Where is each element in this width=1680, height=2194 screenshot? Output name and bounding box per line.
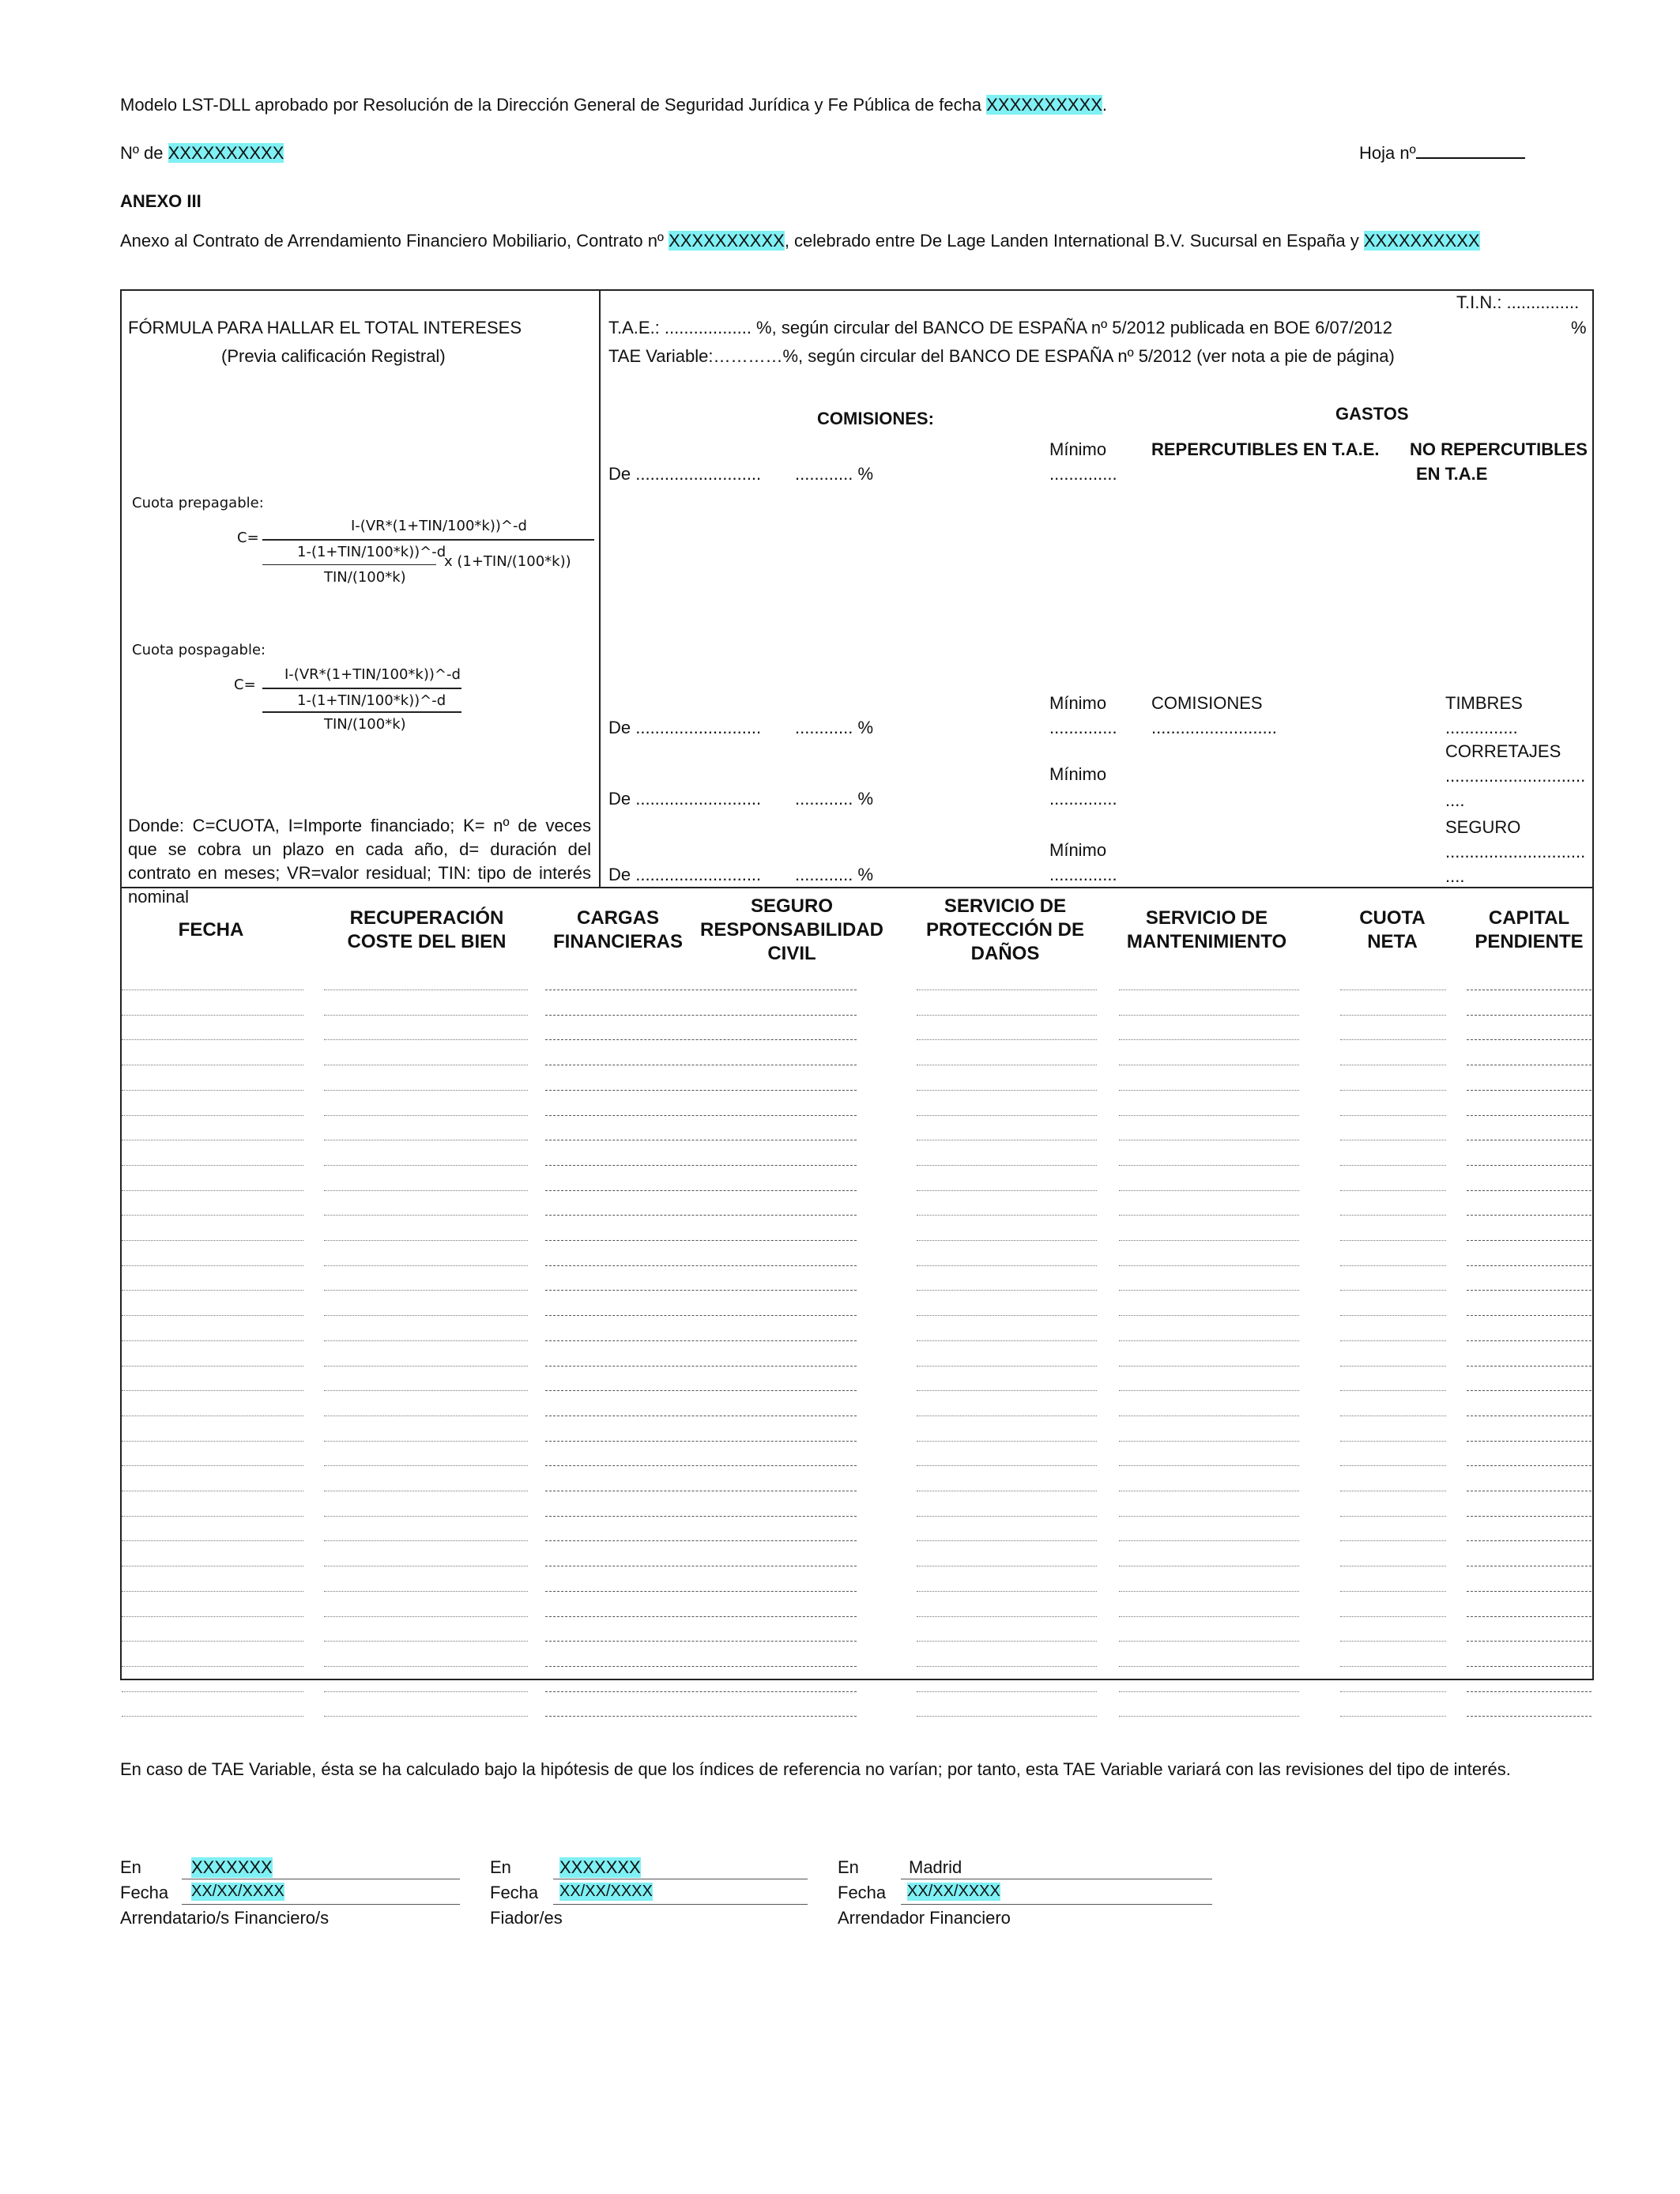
- table-row-line: [1119, 1290, 1299, 1291]
- table-row-line: [122, 1039, 303, 1040]
- table-row-line: [917, 1591, 1097, 1592]
- table-row-line: [1340, 1465, 1446, 1466]
- table-row-line: [324, 1265, 528, 1266]
- prepagable-label: Cuota prepagable:: [132, 495, 264, 511]
- col-header-cargas: CARGAS FINANCIERAS: [552, 907, 683, 952]
- table-row-line: [545, 1240, 857, 1241]
- tin-pct: %: [1571, 318, 1587, 337]
- gastos-timbres: TIMBRES: [1445, 693, 1523, 713]
- table-row-line: [1340, 1366, 1446, 1367]
- sig1-en-value: XXXXXXX: [191, 1857, 273, 1877]
- contract-number: XXXXXXXXXX: [669, 231, 785, 251]
- table-row-line: [917, 1540, 1097, 1541]
- table-row-line: [545, 1441, 857, 1442]
- table-row-line: [917, 1315, 1097, 1316]
- prepagable-denominator-bottom: TIN/(100*k): [324, 569, 406, 586]
- sig3-en-value: Madrid: [909, 1857, 962, 1877]
- table-row-line: [1467, 1390, 1591, 1391]
- table-row-line: [1119, 1465, 1299, 1466]
- numero-value: XXXXXXXXXX: [168, 143, 284, 163]
- comision-minimo-dots-3: ..............: [1049, 789, 1117, 809]
- gastos-corretajes: CORRETAJES: [1445, 741, 1561, 761]
- table-row-line: [917, 1039, 1097, 1040]
- table-row-line: [1119, 1616, 1299, 1617]
- sig2-role: Fiador/es: [490, 1908, 563, 1928]
- modelo-date: XXXXXXXXXX: [986, 95, 1102, 115]
- table-row-line: [545, 1115, 857, 1116]
- pospagable-denominator-bottom: TIN/(100*k): [324, 716, 406, 733]
- gastos-timbres-dots: ...............: [1445, 718, 1518, 737]
- table-row-line: [1340, 1516, 1446, 1517]
- box-bottom-border: [120, 1679, 1594, 1680]
- table-row-line: [917, 1616, 1097, 1617]
- tae-variable-line: TAE Variable:…………%, según circular del BANCO DE ESPAÑA nº 5/2012 (ver nota a pie de página): [608, 346, 1395, 366]
- comision-minimo-3: Mínimo: [1049, 764, 1107, 784]
- table-row-line: [917, 1465, 1097, 1466]
- table-row-line: [324, 1516, 528, 1517]
- table-row-line: [1340, 1015, 1446, 1016]
- anexo-text-2: , celebrado entre De Lage Landen International B.V. Sucursal en España y: [784, 231, 1364, 251]
- table-row-line: [1119, 1315, 1299, 1316]
- box-right-border: [1592, 289, 1594, 1680]
- prepagable-multiplier: x (1+TIN/(100*k)): [444, 553, 571, 570]
- gastos-comisiones: COMISIONES: [1151, 693, 1263, 713]
- table-row-line: [1119, 1190, 1299, 1191]
- table-row-line: [122, 1340, 303, 1341]
- table-row-line: [1119, 1090, 1299, 1091]
- col-header-proteccion: SERVICIO DE PROTECCIÓN DE DAÑOS: [925, 895, 1084, 964]
- prepagable-main-bar: [262, 539, 594, 541]
- table-row-line: [1467, 1115, 1591, 1116]
- table-row-line: [1119, 1115, 1299, 1116]
- comision-minimo-dots-2: ..............: [1049, 718, 1117, 737]
- table-row-line: [122, 1540, 303, 1541]
- table-row-line: [1119, 1591, 1299, 1592]
- tae-line: T.A.E.: .................. %, según circular del BANCO DE ESPAÑA nº 5/2012 publicada en BOE 6/07/2012: [608, 318, 1393, 337]
- comision-de-1: De ..........................: [608, 464, 762, 484]
- table-row-line: [545, 1616, 857, 1617]
- numero-line: [120, 143, 284, 164]
- table-row-line: [917, 1015, 1097, 1016]
- table-row-line: [1340, 1340, 1446, 1341]
- table-row-line: [1119, 1240, 1299, 1241]
- pospagable-c: C=: [234, 677, 256, 693]
- table-row-line: [545, 1165, 857, 1166]
- sig2-en-value: XXXXXXX: [559, 1857, 641, 1877]
- table-row-line: [324, 1165, 528, 1166]
- sig2-en-label: En: [490, 1857, 511, 1877]
- table-row-line: [122, 1240, 303, 1241]
- sig1-fecha-label: Fecha: [120, 1883, 169, 1902]
- table-row-line: [917, 1190, 1097, 1191]
- table-row-line: [1340, 1691, 1446, 1692]
- table-row-line: [545, 1340, 857, 1341]
- table-row-line: [917, 1115, 1097, 1116]
- table-row-line: [1340, 1090, 1446, 1091]
- table-row-line: [545, 1666, 857, 1667]
- party-name: XXXXXXXXXX: [1363, 231, 1480, 251]
- table-row-line: [324, 1015, 528, 1016]
- table-row-line: [545, 1015, 857, 1016]
- no-repercutibles-header-1: NO REPERCUTIBLES: [1410, 439, 1588, 459]
- table-row-line: [917, 1691, 1097, 1692]
- anexo-text: [120, 231, 1480, 251]
- formula-subtitle: (Previa calificación Registral): [221, 346, 446, 366]
- prepagable-numerator: I-(VR*(1+TIN/100*k))^-d: [351, 518, 527, 534]
- table-row-line: [1467, 1265, 1591, 1266]
- formula-donde: Donde: C=CUOTA, I=Importe financiado; K= nº de veces que se cobra un plazo en cada año, d= duración del contrato en meses; VR=valor residual; TIN: tipo de interés nominal: [128, 816, 591, 907]
- table-row-line: [324, 1716, 528, 1717]
- table-row-line: [917, 1441, 1097, 1442]
- table-row-line: [324, 1465, 528, 1466]
- table-row-line: [917, 1340, 1097, 1341]
- comisiones-title: COMISIONES:: [817, 409, 934, 428]
- gastos-seguro-dots: .............................: [1445, 842, 1586, 861]
- table-row-line: [122, 1265, 303, 1266]
- gastos-comisiones-dots: ..........................: [1151, 718, 1277, 737]
- table-row-line: [324, 1039, 528, 1040]
- table-row-line: [324, 1591, 528, 1592]
- table-row-line: [1467, 1641, 1591, 1642]
- table-row-line: [917, 1390, 1097, 1391]
- pospagable-label: Cuota pospagable:: [132, 642, 266, 658]
- sig3-fecha-line: [901, 1904, 1212, 1905]
- table-row-line: [324, 1240, 528, 1241]
- table-row-line: [545, 1290, 857, 1291]
- table-row-line: [545, 1265, 857, 1266]
- sig1-fecha-line: [182, 1904, 460, 1905]
- prepagable-sub-bar: [262, 564, 436, 565]
- table-row-line: [1340, 1666, 1446, 1667]
- table-row-line: [1119, 1691, 1299, 1692]
- tin-field: T.I.N.: ...............: [1456, 292, 1580, 312]
- sig2-fecha-value: XX/XX/XXXX: [559, 1883, 653, 1900]
- table-row-line: [545, 1591, 857, 1592]
- table-row-line: [122, 1366, 303, 1367]
- comision-minimo-4: Mínimo: [1049, 840, 1107, 860]
- col-header-mantenimiento: SERVICIO DE MANTENIMIENTO: [1126, 907, 1287, 952]
- table-row-line: [122, 1716, 303, 1717]
- comision-minimo-dots-4: ..............: [1049, 865, 1117, 884]
- table-row-line: [545, 1691, 857, 1692]
- table-row-line: [545, 1090, 857, 1091]
- table-row-line: [324, 1390, 528, 1391]
- table-row-line: [545, 1215, 857, 1216]
- table-row-line: [917, 1165, 1097, 1166]
- table-row-line: [917, 1516, 1097, 1517]
- table-row-line: [324, 1666, 528, 1667]
- table-row-line: [545, 1039, 857, 1040]
- prepagable-c: C=: [237, 530, 259, 546]
- table-row-line: [1467, 1366, 1591, 1367]
- box-left-border: [120, 289, 122, 1680]
- table-row-line: [1467, 1240, 1591, 1241]
- table-row-line: [1340, 1240, 1446, 1241]
- table-row-line: [122, 1165, 303, 1166]
- table-row-line: [1340, 1039, 1446, 1040]
- table-row-line: [324, 1540, 528, 1541]
- modelo-text: Modelo LST-DLL aprobado por Resolución de la Dirección General de Seguridad Jurídica y Fe Pública de fecha: [120, 95, 987, 115]
- gastos-seguro-dots-2: ....: [1445, 866, 1465, 886]
- table-row-line: [1119, 1265, 1299, 1266]
- table-row-line: [122, 1516, 303, 1517]
- table-row-line: [122, 1090, 303, 1091]
- comision-pct-3: ............ %: [795, 789, 874, 809]
- col-header-capital: CAPITAL PENDIENTE: [1475, 907, 1584, 952]
- anexo-text-1: Anexo al Contrato de Arrendamiento Financiero Mobiliario, Contrato nº: [120, 231, 669, 251]
- comision-de-3: De ..........................: [608, 789, 762, 809]
- comision-minimo-2: Mínimo: [1049, 693, 1107, 713]
- table-row-line: [1119, 1340, 1299, 1341]
- table-row-line: [545, 1366, 857, 1367]
- table-row-line: [917, 1666, 1097, 1667]
- gastos-corretajes-dots: .............................: [1445, 766, 1586, 786]
- table-row-line: [122, 1591, 303, 1592]
- table-row-line: [1340, 1616, 1446, 1617]
- tae-variable-footnote: En caso de TAE Variable, ésta se ha calculado bajo la hipótesis de que los índices de referencia no varían; por tanto, esta TAE Variable variará con las revisiones del tipo de interés.: [120, 1759, 1511, 1779]
- table-row-line: [1340, 1315, 1446, 1316]
- comision-pct-1: ............ %: [795, 464, 874, 484]
- table-row-line: [324, 1340, 528, 1341]
- table-row-line: [1340, 1115, 1446, 1116]
- comision-minimo-1: Mínimo: [1049, 439, 1107, 459]
- table-row-line: [1467, 1039, 1591, 1040]
- table-row-line: [1467, 1090, 1591, 1091]
- formula-title: FÓRMULA PARA HALLAR EL TOTAL INTERESES: [128, 318, 522, 337]
- table-row-line: [1119, 1366, 1299, 1367]
- box-divider: [599, 289, 601, 888]
- table-row-line: [1467, 1666, 1591, 1667]
- anexo-title: ANEXO III: [120, 191, 202, 211]
- table-row-line: [545, 1390, 857, 1391]
- table-row-line: [1340, 1540, 1446, 1541]
- pospagable-main-bar: [262, 688, 461, 689]
- table-row-line: [324, 1616, 528, 1617]
- table-row-line: [1119, 1039, 1299, 1040]
- table-row-line: [545, 1465, 857, 1466]
- table-row-line: [122, 1190, 303, 1191]
- gastos-seguro: SEGURO: [1445, 817, 1521, 837]
- sig3-fecha-value: XX/XX/XXXX: [907, 1883, 1000, 1900]
- table-row-line: [545, 1716, 857, 1717]
- table-row-line: [324, 1290, 528, 1291]
- table-row-line: [917, 1641, 1097, 1642]
- hoja-field: [1359, 143, 1525, 164]
- sig3-en-label: En: [838, 1857, 859, 1877]
- table-row-line: [1467, 1290, 1591, 1291]
- table-row-line: [1467, 1540, 1591, 1541]
- table-row-line: [1340, 1165, 1446, 1166]
- table-row-line: [324, 1090, 528, 1091]
- table-row-line: [1467, 1015, 1591, 1016]
- table-row-line: [1467, 1591, 1591, 1592]
- sig2-fecha-line: [553, 1904, 808, 1905]
- table-row-line: [122, 1616, 303, 1617]
- table-row-line: [545, 1540, 857, 1541]
- table-row-line: [324, 1315, 528, 1316]
- table-row-line: [1119, 1666, 1299, 1667]
- col-header-recuperacion: RECUPERACIÓN COSTE DEL BIEN: [347, 907, 507, 952]
- modelo-line: [120, 95, 1107, 115]
- table-row-line: [122, 1290, 303, 1291]
- table-row-line: [122, 1441, 303, 1442]
- hoja-label: Hoja nº: [1359, 143, 1416, 163]
- table-row-line: [1467, 1215, 1591, 1216]
- table-row-line: [1467, 1516, 1591, 1517]
- table-row-line: [1119, 1441, 1299, 1442]
- table-row-line: [545, 1315, 857, 1316]
- col-header-fecha: FECHA: [178, 919, 244, 941]
- sig1-en-label: En: [120, 1857, 141, 1877]
- table-row-line: [122, 1115, 303, 1116]
- sig3-role: Arrendador Financiero: [838, 1908, 1011, 1928]
- table-row-line: [1340, 1591, 1446, 1592]
- table-row-line: [1340, 1190, 1446, 1191]
- pospagable-sub-bar: [262, 711, 461, 713]
- hoja-blank: [1416, 157, 1525, 159]
- table-row-line: [324, 1691, 528, 1692]
- table-row-line: [545, 1641, 857, 1642]
- table-row-line: [1119, 1540, 1299, 1541]
- table-row-line: [917, 1716, 1097, 1717]
- table-row-line: [1119, 1215, 1299, 1216]
- table-row-line: [122, 1666, 303, 1667]
- table-row-line: [1119, 1015, 1299, 1016]
- numero-label: Nº de: [120, 143, 168, 163]
- table-row-line: [324, 1441, 528, 1442]
- table-row-line: [1340, 1716, 1446, 1717]
- table-row-line: [1119, 1390, 1299, 1391]
- table-row-line: [122, 1465, 303, 1466]
- table-row-line: [1467, 1616, 1591, 1617]
- repercutibles-header: REPERCUTIBLES EN T.A.E.: [1151, 439, 1380, 459]
- table-row-line: [1467, 1315, 1591, 1316]
- table-row-line: [324, 1215, 528, 1216]
- table-row-line: [324, 1366, 528, 1367]
- table-row-line: [1467, 1441, 1591, 1442]
- col-header-seguro: SEGURO RESPONSABILIDAD CIVIL: [699, 895, 884, 964]
- table-row-line: [1340, 1290, 1446, 1291]
- modelo-period: .: [1102, 95, 1108, 115]
- comision-pct-2: ............ %: [795, 718, 874, 737]
- sig1-role: Arrendatario/s Financiero/s: [120, 1908, 330, 1928]
- table-row-line: [1340, 1215, 1446, 1216]
- table-row-line: [1119, 1516, 1299, 1517]
- box-top-border: [120, 289, 1594, 291]
- table-row-line: [1119, 1165, 1299, 1166]
- table-row-line: [1340, 1641, 1446, 1642]
- pospagable-numerator: I-(VR*(1+TIN/100*k))^-d: [284, 666, 461, 683]
- table-row-line: [545, 1190, 857, 1191]
- prepagable-denominator-top: 1-(1+TIN/100*k))^-d: [297, 544, 446, 560]
- sig3-fecha-label: Fecha: [838, 1883, 887, 1902]
- comision-minimo-dots-1: ..............: [1049, 464, 1117, 484]
- table-row-line: [1467, 1716, 1591, 1717]
- gastos-title: GASTOS: [1335, 404, 1409, 424]
- table-row-line: [1467, 1691, 1591, 1692]
- table-row-line: [122, 1691, 303, 1692]
- table-row-line: [917, 1215, 1097, 1216]
- table-row-line: [324, 1641, 528, 1642]
- comision-pct-4: ............ %: [795, 865, 874, 884]
- no-repercutibles-header-2: EN T.A.E: [1416, 464, 1488, 484]
- sig1-fecha-value: XX/XX/XXXX: [191, 1883, 284, 1900]
- table-row-line: [545, 1516, 857, 1517]
- table-row-line: [122, 1015, 303, 1016]
- sig2-fecha-label: Fecha: [490, 1883, 539, 1902]
- table-row-line: [917, 1290, 1097, 1291]
- table-row-line: [324, 1190, 528, 1191]
- table-row-line: [1119, 1641, 1299, 1642]
- table-row-line: [1467, 1165, 1591, 1166]
- table-row-line: [917, 1240, 1097, 1241]
- table-row-line: [122, 1215, 303, 1216]
- table-row-line: [122, 1315, 303, 1316]
- table-row-line: [917, 1366, 1097, 1367]
- table-row-line: [1119, 1716, 1299, 1717]
- table-row-line: [324, 1115, 528, 1116]
- table-row-line: [1340, 1441, 1446, 1442]
- table-row-line: [1340, 1265, 1446, 1266]
- table-row-line: [1467, 1340, 1591, 1341]
- table-row-line: [917, 1265, 1097, 1266]
- comision-de-2: De ..........................: [608, 718, 762, 737]
- table-row-line: [1340, 1390, 1446, 1391]
- table-row-line: [1467, 1465, 1591, 1466]
- comision-de-4: De ..........................: [608, 865, 762, 884]
- table-row-line: [917, 1090, 1097, 1091]
- table-row-line: [122, 1390, 303, 1391]
- col-header-cuota: CUOTA NETA: [1359, 907, 1426, 952]
- pospagable-denominator-top: 1-(1+TIN/100*k))^-d: [297, 692, 446, 709]
- gastos-corretajes-dots-2: ....: [1445, 790, 1465, 810]
- table-row-line: [1467, 1190, 1591, 1191]
- table-row-line: [122, 1641, 303, 1642]
